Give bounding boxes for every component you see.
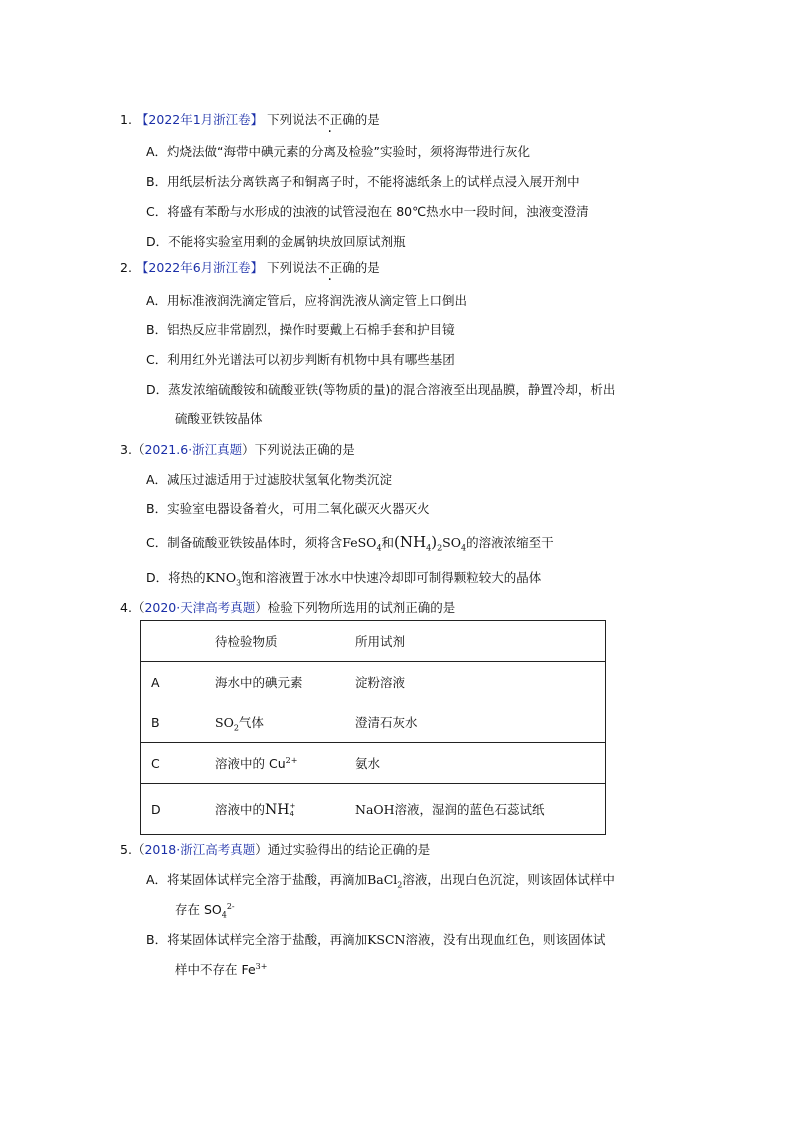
formula: KNO [205,570,237,585]
paren-close: ） [242,442,255,457]
table-header-cell: 待检验物质 [215,621,355,662]
question-number: 1. [120,112,132,127]
formula-subscript: 4 [376,543,382,553]
formula: FeSO [342,535,377,550]
question-2-option-a: A．用标准液润洗滴定管后，应将润洗液从滴定管上口倒出 [146,293,468,308]
cell-text: 溶液，湿润的蓝色石蕊试纸 [394,802,545,817]
table-row [141,743,606,784]
question-number: 2. [120,260,132,275]
question-source: 【2022年1月浙江卷】 [135,112,264,127]
option-text: D．将热的 [146,570,206,585]
stem-emphasis: 不正 [317,260,343,275]
question-3-option-d [146,568,541,586]
reagent-cell: 淀粉溶液 [355,675,406,690]
formula-superscript: + [289,802,296,811]
question-1-option-c: C．将盛有苯酚与水形成的浊液的试管浸泡在 80℃热水中一段时间，浊液变澄清 [146,204,589,219]
ion-script [289,802,295,818]
option-text: B．将某固体试样完全溶于盐酸，再滴加 [146,932,368,947]
formula-superscript: 2- [226,901,235,911]
stem-text: 通过实验得出的结论正确的是 [267,842,431,857]
formula: ) [431,533,438,551]
reagent-table [140,620,606,835]
formula-subscript: 2 [233,723,239,733]
table-row [141,784,606,835]
question-2-option-b: B．铝热反应非常剧烈，操作时要戴上石棉手套和护目镜 [146,322,455,337]
formula-subscript: 4 [460,543,467,553]
substance-cell [215,784,355,835]
question-2-option-d: D．蒸发浓缩硫酸铵和硫酸亚铁(等物质的量)的混合溶液至出现晶膜，静置冷却，析出 [146,382,616,397]
question-3-option-a: A．减压过滤适用于过滤胶状氢氧化物类沉淀 [146,472,393,487]
formula: NH [265,801,290,818]
question-1-option-d: D．不能将实验室用剩的金属钠块放回原试剂瓶 [146,234,406,249]
formula-subscript: 4 [289,810,294,819]
stem-text: 检验下列物所选用的试剂正确的是 [267,600,456,615]
formula-subscript: 2 [437,543,443,553]
paren-open: （ [131,842,145,857]
question-3-option-b: B．实验室电器设备着火，可用二氧化碳灭火器灭火 [146,501,430,516]
table-header-row [141,621,606,662]
cell-text: 溶液中的 Cu [215,756,286,771]
question-1-option-b: B．用纸层析法分离铁离子和铜离子时，不能将滤纸条上的试样点浸入展开剂中 [146,174,580,189]
option-text: 和 [381,535,395,550]
row-label: A [151,674,160,690]
option-text: 的溶液浓缩至干 [466,535,554,550]
question-5-stem [120,840,430,858]
formula: KSCN [367,932,406,947]
table-header-cell: 所用试剂 [355,621,606,662]
option-text: C．制备硫酸亚铁铵晶体时，须将含 [146,535,343,550]
table-row [141,702,606,743]
substance-cell [215,702,355,743]
formula-subscript: 2 [397,880,403,890]
option-text: 存在 SO [175,902,222,917]
formula-subscript: 3 [236,578,242,588]
question-4-stem [120,598,455,616]
row-label: B [141,702,216,743]
table-row [141,662,606,703]
question-source: 2021.6·浙江真题 [144,442,243,457]
formula: BaCl [367,872,398,887]
formula: SO [215,715,234,730]
question-2-option-c: C．利用红外光谱法可以初步判断有机物中具有哪些基团 [146,352,455,367]
formula: SO [442,535,461,550]
paren-open: （ [131,442,145,457]
reagent-cell: 澄清石灰水 [355,702,606,743]
question-1-option-a: A．灼烧法做“海带中碘元素的分离及检验”实验时，须将海带进行灰化 [146,144,531,159]
question-number: 3. [120,442,132,457]
question-number: 4. [120,600,132,615]
formula-superscript: 2+ [285,755,298,765]
question-source: 2020·天津高考真题 [144,600,256,615]
question-1-stem [120,110,380,128]
formula-subscript: 4 [426,543,432,553]
question-5-option-a [146,870,615,888]
question-5-option-b-continuation [175,960,267,978]
option-text: 溶液，出现白色沉淀，则该固体试样中 [402,872,615,887]
question-2-stem [120,258,380,276]
substance-cell [215,743,355,784]
reagent-cell: 氨水 [355,743,606,784]
question-5-option-b [146,930,606,948]
question-5-option-a-continuation [175,900,235,918]
row-label: D [151,801,161,817]
reagent-cell [355,784,606,835]
table-header-cell [141,621,216,662]
cell-text: 气体 [238,715,264,730]
stem-emphasis: 不正 [317,112,343,127]
option-text: 样中不存在 Fe [175,962,256,977]
formula: NaOH [355,802,395,817]
paren-close: ） [255,842,268,857]
stem-text: 下列说法 [267,260,318,275]
paren-close: ） [255,600,268,615]
cell-text: 溶液中的 [215,801,266,817]
paren-open: （ [131,600,145,615]
question-3-stem [120,440,355,458]
question-source: 2018·浙江高考真题 [144,842,256,857]
row-label: C [141,743,216,784]
formula-subscript: 4 [221,910,227,920]
stem-text-end: 确的是 [342,260,380,275]
formula-superscript: 3+ [255,961,268,971]
question-source: 【2022年6月浙江卷】 [135,260,264,275]
question-2-option-d-continuation: 硫酸亚铁铵晶体 [175,411,263,426]
stem-text: 下列说法 [267,112,318,127]
substance-cell: 海水中的碘元素 [215,675,303,690]
formula: (NH [394,533,427,551]
option-text: 饱和溶液置于冰水中快速冷却即可制得颗粒较大的晶体 [241,570,542,585]
stem-text-end: 确的是 [342,112,380,127]
question-3-option-c [146,533,554,551]
stem-text: 下列说法正确的是 [254,442,355,457]
option-text: 溶液，没有出现血红色，则该固体试 [405,932,606,947]
question-number: 5. [120,842,132,857]
option-text: A．将某固体试样完全溶于盐酸，再滴加 [146,872,368,887]
